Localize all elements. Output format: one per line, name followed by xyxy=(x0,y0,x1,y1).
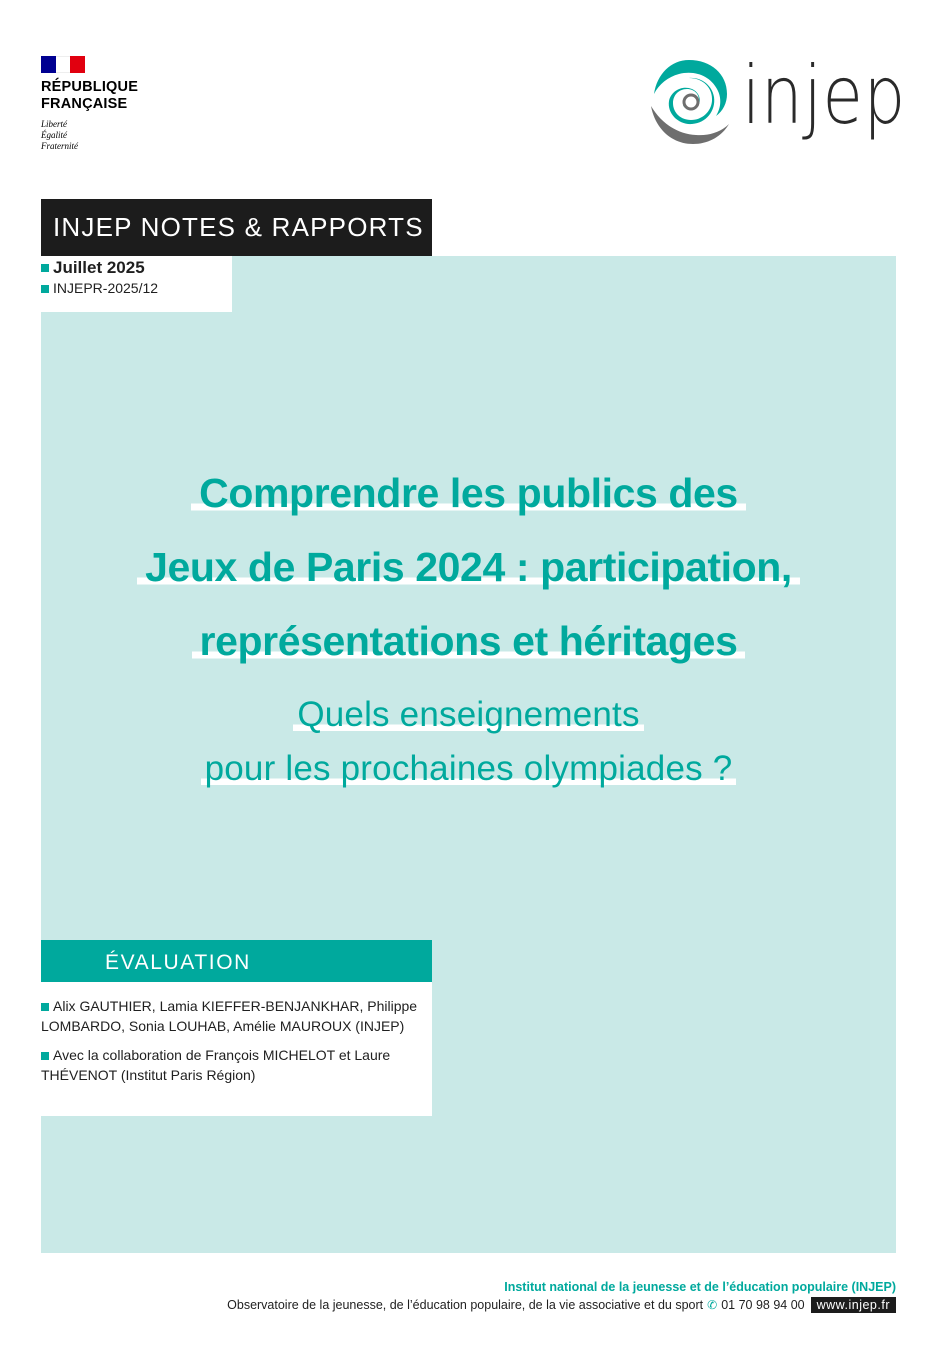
report-title-line-1: Comprendre les publics des xyxy=(191,470,746,516)
footer-observatory: Observatoire de la jeunesse, de l’éducation populaire, de la vie associative et du sport xyxy=(227,1298,704,1312)
footer-phone[interactable]: 01 70 98 94 00 xyxy=(721,1298,805,1312)
authors-list xyxy=(41,996,432,1036)
republique-name-line1: RÉPUBLIQUE xyxy=(41,79,139,95)
publication-date-text: Juillet 2025 xyxy=(53,257,145,277)
motto-liberte: Liberté xyxy=(41,119,67,129)
republique-francaise-logo xyxy=(41,56,161,152)
report-title xyxy=(41,462,896,684)
collaboration-note xyxy=(41,1045,432,1085)
report-subtitle-line-2: pour les prochaines olympiades ? xyxy=(201,749,737,788)
motto-egalite: Égalité xyxy=(41,130,67,140)
republique-name-line2: FRANÇAISE xyxy=(41,96,128,112)
publication-reference xyxy=(41,277,232,298)
footer xyxy=(0,1278,896,1314)
bullet-square-icon xyxy=(41,264,49,272)
series-title: INJEP NOTES & RAPPORTS xyxy=(41,199,432,256)
collaboration-text: Avec la collaboration de François MICHELOT et Laure THÉVENOT (Institut Paris Région) xyxy=(41,1047,391,1083)
injep-spiral-logo-icon xyxy=(645,54,735,150)
authors-box xyxy=(41,982,432,1116)
report-subtitle-line-1: Quels enseignements xyxy=(293,695,643,734)
evaluation-label: ÉVALUATION xyxy=(41,940,432,982)
injep-logo-text: injep xyxy=(742,49,907,142)
publication-meta xyxy=(41,256,232,312)
footer-website-link[interactable]: www.injep.fr xyxy=(811,1297,896,1313)
report-title-line-3: représentations et héritages xyxy=(192,618,746,664)
injep-logo xyxy=(645,49,907,152)
bullet-square-icon xyxy=(41,285,49,293)
bullet-square-icon xyxy=(41,1052,49,1060)
report-subtitle xyxy=(41,690,896,798)
motto-fraternite: Fraternité xyxy=(41,141,78,151)
report-title-line-2: Jeux de Paris 2024 : participation, xyxy=(137,544,800,590)
republique-motto xyxy=(41,119,161,152)
bullet-square-icon xyxy=(41,1003,49,1011)
marianne-flag-icon xyxy=(41,56,85,73)
publication-reference-text: INJEPR-2025/12 xyxy=(53,279,159,296)
phone-icon: ✆ xyxy=(707,1298,718,1312)
authors-text: Alix GAUTHIER, Lamia KIEFFER-BENJANKHAR, Philippe LOMBARDO, Sonia LOUHAB, Amélie MAUROUX (INJEP) xyxy=(41,998,418,1034)
footer-institute: Institut national de la jeunesse et de l’éducation populaire (INJEP) xyxy=(504,1280,896,1294)
footer-contact xyxy=(0,1296,896,1314)
publication-date xyxy=(41,256,232,277)
